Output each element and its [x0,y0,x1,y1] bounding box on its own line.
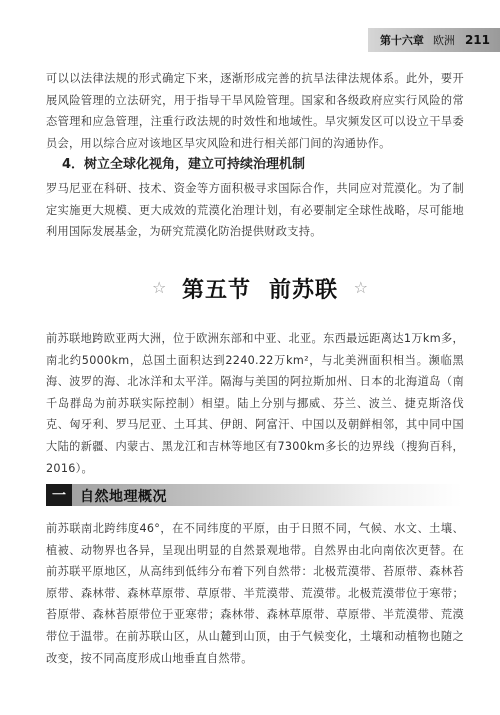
subsection-heading-band [46,484,462,506]
chapter-label: 第十六章 [379,34,424,47]
page-number: 211 [464,33,490,47]
subsection-title: 自然地理概况 [80,489,167,505]
subsection-number: 一 [46,484,72,506]
paragraph-natural-zones: 前苏联南北跨纬度46°，在不同纬度的平原，由于日照不同，气候、水文、土壤、植被、动物界也各异，呈现出明显的自然景观地带。自然界由北向南依次更替。在前苏联平原地区，从高纬到低纬分布着下列自然带：北极荒漠带、苔原带、森林苔原带、森林带、森林草原带、草原带、半荒漠带、荒漠带。北极荒漠带位于寒带；苔原带、森林苔原带位于亚寒带；森林带、森林草原带、草原带、半荒漠带、荒漠带位于温带。在前苏联山区，从山麓到山顶，由于气候变化，土壤和动植物也随之改变，按不同高度形成山地垂直自然带。 [46,522,464,665]
section-title [150,270,370,306]
section-name: 前苏联 [269,277,339,303]
star-icon: ☆ [152,278,167,297]
running-header-tab [368,28,500,52]
section-number: 第五节 [181,277,251,303]
paragraph-soviet-geography-overview: 前苏联地跨欧亚两大洲，位于欧洲东部和中亚、北亚。东西最远距离达1万km多，南北约5000km，总国土面积达到2240.22万km²，与北美洲面积相当。濒临黑海、波罗的海、北冰洋和太平洋。隔海与美国的阿拉斯加州、日本的北海道岛（南千岛群岛为前苏联实际控制）相望。陆上分别与挪威、芬兰、波兰、捷克斯洛伐克、匈牙利、罗马尼亚、土耳其、伊朗、阿富汗、中国以及朝鲜相邻，其中同中国大陆的新疆、内蒙古、黑龙江和吉林等地区有7300km多长的边界线（搜狗百科，2016）。 [46,332,464,475]
subheading-global-perspective: 4．树立全球化视角，建立可持续治理机制 [62,157,306,172]
paragraph-drought-law: 可以以法律法规的形式确定下来，逐渐形成完善的抗旱法律法规体系。此外，要开展风险管理的立法研究，用于指导干旱风险管理。国家和各级政府应实行风险的常态管理和应急管理，注重行政法规的时效性和地域性。旱灾频发区可以设立干旱委员会，用以综合应对该地区旱灾风险和进行相关部门间的沟通协作。 [46,72,464,150]
star-icon: ☆ [353,278,368,297]
paragraph-international-cooperation: 罗马尼亚在科研、技术、资金等方面积极寻求国际合作，共同应对荒漠化。为了制定实施更大规模、更大成效的荒漠化治理计划，有必要制定全球性战略，尽可能地利用国际发展基金，为研究荒漠化防治提供财政支持。 [46,182,464,239]
page-header [0,0,500,70]
section-label: 欧洲 [432,34,455,47]
